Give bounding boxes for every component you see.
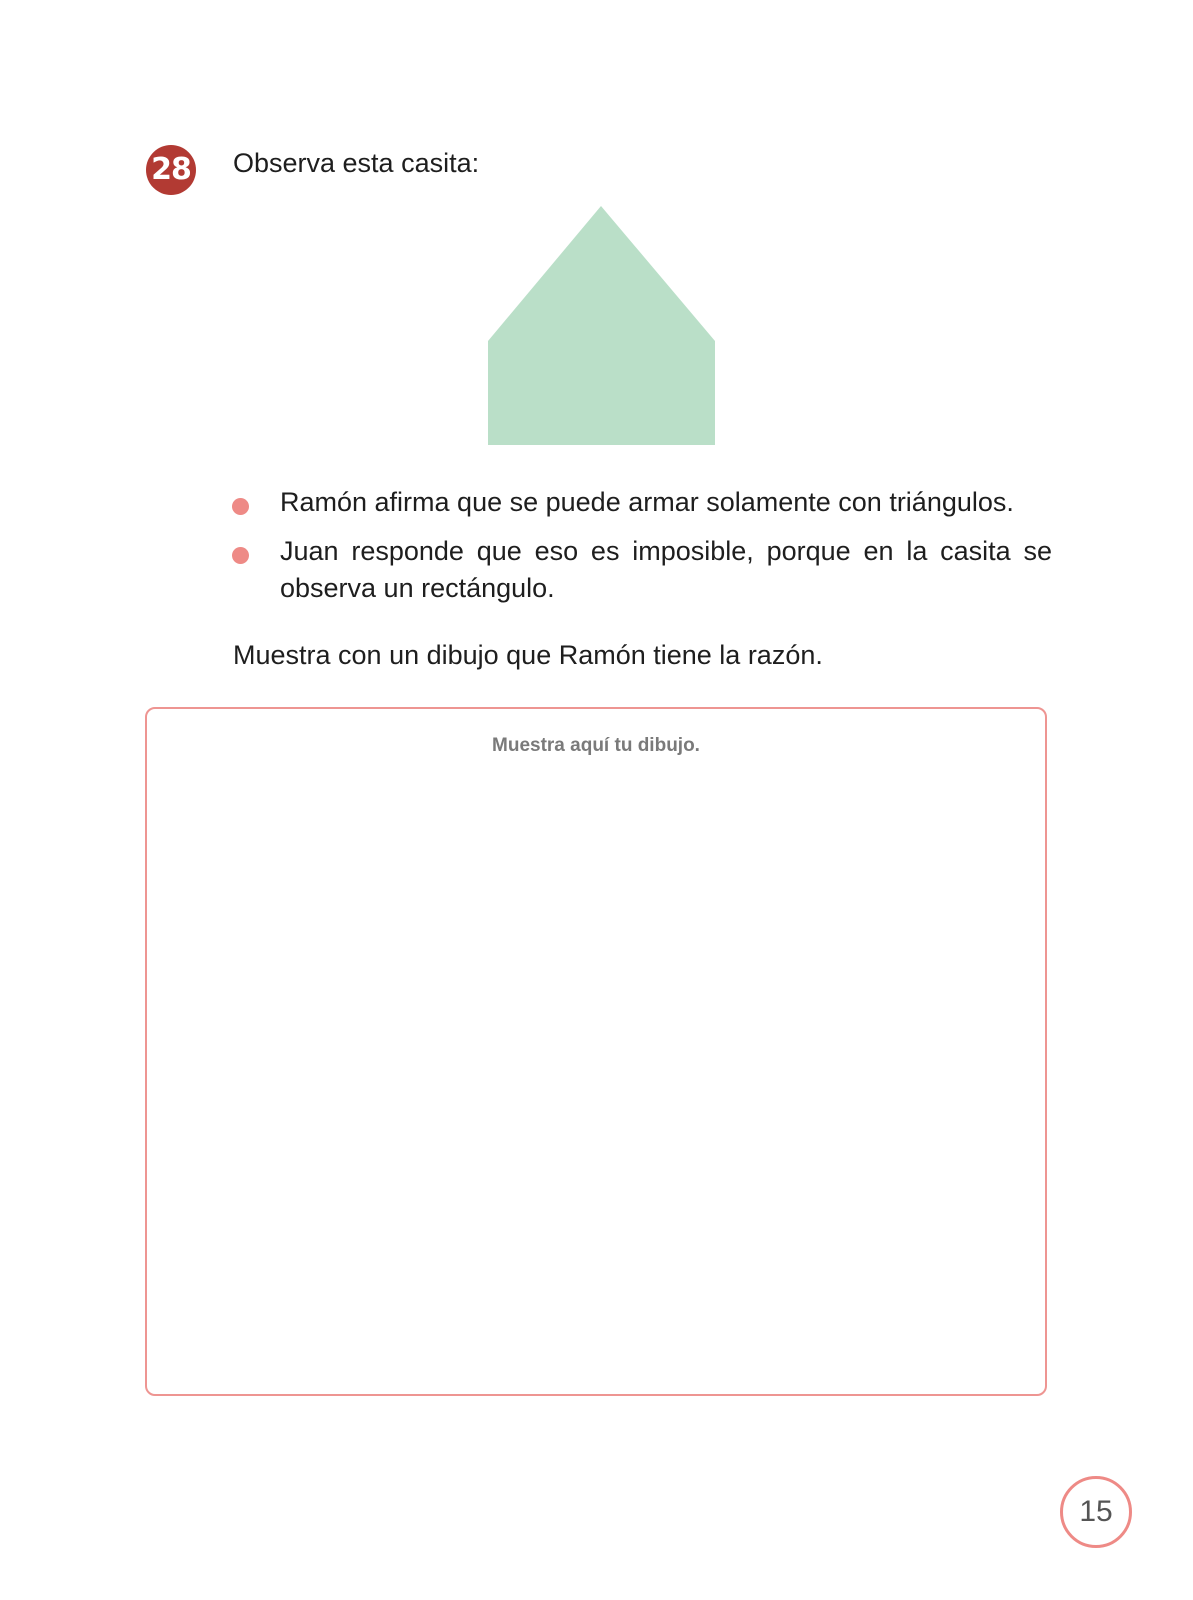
statement-ramon: Ramón afirma que se puede armar solamente con triángulos. — [280, 487, 1014, 517]
bullet-dot-icon — [232, 498, 249, 515]
exercise-intro: Observa esta casita: — [233, 148, 480, 178]
bullet-dot-icon — [232, 547, 249, 564]
statement-list — [232, 484, 1052, 619]
list-item — [232, 484, 1052, 521]
drawing-area[interactable] — [145, 707, 1047, 1396]
list-item — [232, 533, 1052, 607]
page-number: 15 — [1060, 1476, 1132, 1548]
statement-juan: Juan responde que eso es imposible, porque en la casita se observa un rectángulo. — [280, 536, 1052, 603]
drawing-hint: Muestra aquí tu dibujo. — [492, 735, 700, 756]
instruction-text: Muestra con un dibujo que Ramón tiene la razón. — [233, 640, 823, 670]
exercise-number-badge: 28 — [146, 145, 196, 195]
house-figure — [488, 206, 715, 445]
house-shape — [488, 206, 715, 445]
